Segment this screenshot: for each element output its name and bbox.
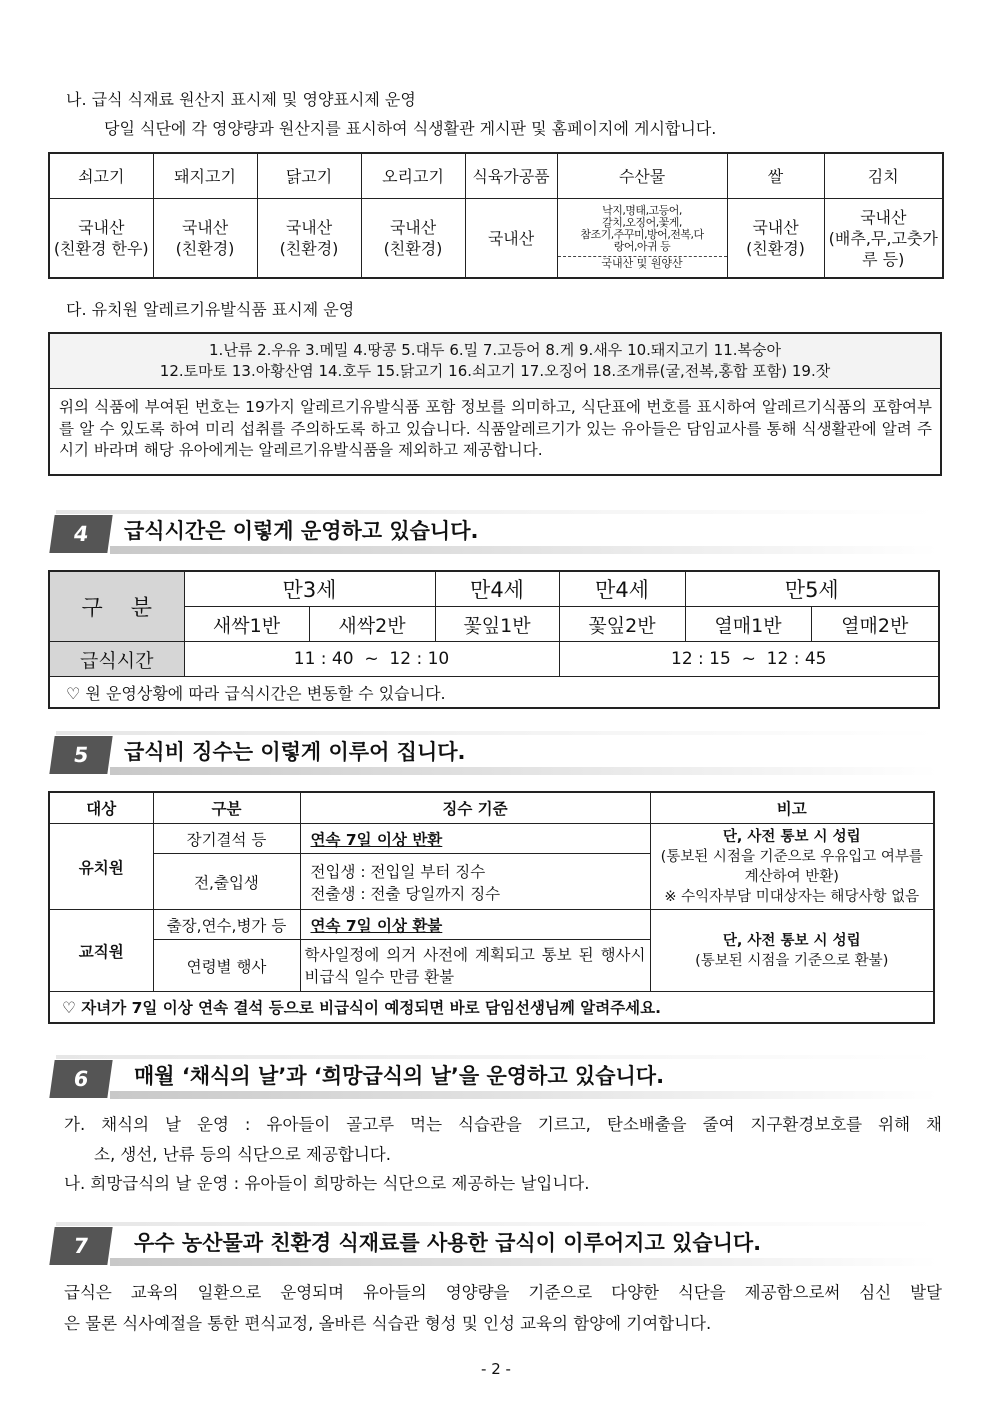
origin-header: 닭고기	[257, 153, 361, 199]
class-header: 열매2반	[811, 607, 939, 642]
meal-time-value: 12 : 15 ~ 12 : 45	[559, 642, 939, 677]
section-5-header	[48, 729, 938, 779]
fee-rule: 학사일정에 의거 사전에 계획되고 통보 된 행사시 비급식 일수 만큼 환불	[300, 940, 650, 992]
target-staff: 교직원	[49, 910, 153, 992]
section-7-header	[48, 1220, 938, 1270]
origin-header: 돼지고기	[153, 153, 257, 199]
section-number: 5	[49, 736, 112, 774]
class-header: 열매1반	[685, 607, 811, 642]
fee-header: 징수 기준	[300, 792, 650, 824]
age-header: 만4세	[559, 571, 685, 607]
fee-rule: 전입생 : 전입일 부터 징수 전출생 : 전출 당일까지 징수	[300, 854, 650, 910]
origin-table	[48, 152, 944, 279]
section-number: 7	[49, 1227, 112, 1265]
origin-header: 쌀	[727, 153, 824, 199]
allergy-heading: 다. 유치원 알레르기유발식품 표시제 운영	[66, 300, 355, 319]
fee-note: ♡ 자녀가 7일 이상 연속 결석 등으로 비급식이 예정되면 바로 담임선생님께 알려주세요.	[49, 992, 934, 1024]
fee-header: 비고	[650, 792, 934, 824]
fee-type: 연령별 행사	[153, 940, 300, 992]
section-title: 급식시간은 이렇게 운영하고 있습니다.	[124, 519, 479, 543]
meal-time-note: ♡ 원 운영상황에 따라 급식시간은 변동할 수 있습니다.	[49, 677, 939, 709]
origin-cell-seafood: 낙지,명태,고등어, 갈치,오징어,꽃게, 참조기,주꾸미,방어,전복,다 랑어,아귀 등 국내산 및 원양산	[557, 199, 727, 279]
fee-header: 대상	[49, 792, 153, 824]
section-number: 4	[49, 515, 112, 553]
class-header: 새싹1반	[184, 607, 309, 642]
origin-header: 쇠고기	[49, 153, 153, 199]
meal-time-value: 11 : 40 ~ 12 : 10	[184, 642, 559, 677]
meal-time-label: 급식시간	[49, 642, 184, 677]
meal-fee-table	[48, 791, 935, 1024]
origin-cell-pork: 국내산 (친환경)	[153, 199, 257, 279]
fee-rule: 연속 7일 이상 반환	[300, 824, 650, 854]
section-4-header	[48, 508, 938, 558]
allergy-box	[48, 332, 942, 476]
origin-header: 김치	[824, 153, 943, 199]
fee-type: 전,출입생	[153, 854, 300, 910]
veggie-day-item: 가. 채식의 날 운영 : 유아들이 골고루 먹는 식습관을 기르고, 탄소배출을 줄여 지구환경보호를 위해 채	[64, 1115, 942, 1134]
table-corner: 구 분	[49, 571, 184, 642]
allergy-list: 1.난류 2.우유 3.메밀 4.땅콩 5.대두 6.밀 7.고등어 8.게 9.새우 10.돼지고기 11.복숭아 12.토마토 13.아황산염 14.호두 15.닭고기 16.쇠고기 17.오징어 18.조개류(굴,전복,홍합 포함) 19.잣	[50, 334, 940, 389]
origin-header: 오리고기	[361, 153, 465, 199]
origin-cell-duck: 국내산 (친환경)	[361, 199, 465, 279]
origin-header: 수산물	[557, 153, 727, 199]
section-number: 6	[49, 1060, 112, 1098]
age-header: 만4세	[435, 571, 559, 607]
age-header: 만3세	[184, 571, 435, 607]
fee-remark: 단, 사전 통보 시 성립 (통보된 시점을 기준으로 환불)	[650, 910, 934, 992]
origin-description: 당일 식단에 각 영양량과 원산지를 표시하여 식생활관 게시판 및 홈페이지에 게시합니다.	[104, 119, 717, 138]
origin-cell-kimchi: 국내산 (배추,무,고춧가 루 등)	[824, 199, 943, 279]
origin-cell-processed: 국내산	[465, 199, 557, 279]
allergy-description: 위의 식품에 부여된 번호는 19가지 알레르기유발식품 포함 정보를 의미하고, 식단표에 번호를 표시하여 알레르기식품의 포함여부를 알 수 있도록 하여 미리 섭취를 주의하도록 하고 있습니다. 식품알레르기가 있는 유아들은 담임교사를 통해 식생활관에 알려 주시기 바라며 해당 유아에게는 알레르기유발식품을 제외하고 제공합니다.	[59, 398, 932, 459]
origin-cell-chicken: 국내산 (친환경)	[257, 199, 361, 279]
fee-header: 구분	[153, 792, 300, 824]
origin-cell-beef: 국내산 (친환경 한우)	[49, 199, 153, 279]
section-7-body-line1: 급식은 교육의 일환으로 운영되며 유아들의 영양량을 기준으로 다양한 식단을 제공함으로써 심신 발달	[64, 1283, 942, 1302]
hope-meal-day-item: 나. 희망급식의 날 운영 : 유아들이 희망하는 식단으로 제공하는 날입니다.	[64, 1174, 590, 1193]
fee-rule: 연속 7일 이상 환불	[300, 910, 650, 940]
section-title: 급식비 징수는 이렇게 이루어 집니다.	[124, 740, 466, 764]
section-6-header	[48, 1053, 938, 1103]
meal-time-table	[48, 570, 940, 709]
page-number: - 2 -	[481, 1360, 511, 1378]
section-title: 매월 ‘채식의 날’과 ‘희망급식의 날’을 운영하고 있습니다.	[134, 1064, 665, 1088]
class-header: 새싹2반	[309, 607, 435, 642]
section-title: 우수 농산물과 친환경 식재료를 사용한 급식이 이루어지고 있습니다.	[134, 1231, 762, 1255]
fee-remark: 단, 사전 통보 시 성립 (통보된 시점을 기준으로 우유입고 여부를 계산하여 반환) ※ 수익자부담 미대상자는 해당사항 없음	[650, 824, 934, 910]
target-kindergarten: 유치원	[49, 824, 153, 910]
class-header: 꽃잎2반	[559, 607, 685, 642]
fee-type: 장기결석 등	[153, 824, 300, 854]
origin-header: 식육가공품	[465, 153, 557, 199]
origin-heading: 나. 급식 식재료 원산지 표시제 및 영양표시제 운영	[66, 90, 416, 109]
age-header: 만5세	[685, 571, 939, 607]
veggie-day-item-cont: 소, 생선, 난류 등의 식단으로 제공합니다.	[94, 1145, 391, 1164]
class-header: 꽃잎1반	[435, 607, 559, 642]
section-7-body-line2: 은 물론 식사예절을 통한 편식교정, 올바른 식습관 형성 및 인성 교육의 함양에 기여합니다.	[64, 1314, 712, 1333]
fee-type: 출장,연수,병가 등	[153, 910, 300, 940]
origin-cell-rice: 국내산 (친환경)	[727, 199, 824, 279]
